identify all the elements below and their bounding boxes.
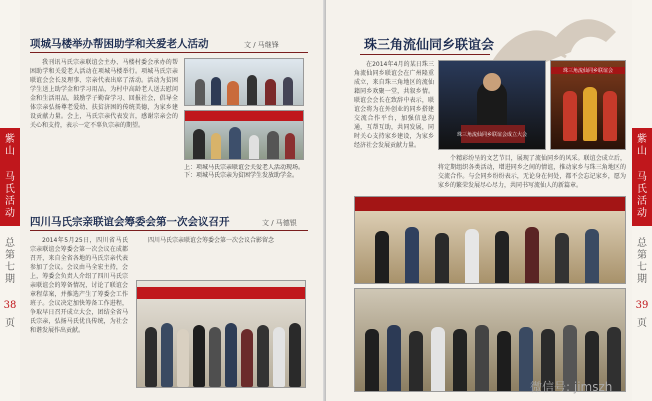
performance-photo [550,60,626,150]
right-article-body-col1-text: 在2014年4月的某日珠三角流仙同乡联谊会在广州隆重成立，来自珠三角地区的流仙籍同乡欢聚一堂，共叙乡情。联谊会会长在致辞中表示，联谊会将为在外创业的同乡搭建交流合作平台，加强信息沟通，互帮互助，共同发展，同时关心支持家乡建设，为家乡经济社会发展贡献力量。 [354,61,434,149]
speaker-photo-banner: 珠三角流仙同乡联谊会成立大会 [456,132,527,138]
banquet-photo [354,196,626,284]
issue-label-right: 总第七期 [637,238,647,285]
speaker-photo [438,60,546,150]
article1-photo-bottom [184,110,304,160]
article1-photo-top [184,58,304,106]
article1-rule [30,52,308,53]
right-article-body-col2 [438,154,626,194]
right-article-body-col1 [354,60,434,180]
page-number: 38 [3,300,17,311]
article1-body [30,58,178,208]
magazine-name: 紫山 [5,134,15,157]
right-page [326,0,652,401]
page-unit-right: 页 [637,318,647,329]
article2-body-right [136,236,306,276]
article2-body-text: 2014年5月25日，四川省马氏宗亲联谊会筹委会第一次会议在成都召开，来自全省各地的马氏宗亲代表参加了会议。会议由马全宏主持，会上，筹委会负责人介绍了四川马氏宗亲联谊会的筹备情况，讨论了联谊会章程草案，并推选产生了筹委会工作班子。会议决定加快筹备工作进程，争取早日召开成立大会，团结全省马氏宗亲，弘扬马氏优良传统，为社会和谐发展作出贡献。 [30,237,128,334]
article2-rule [30,230,308,231]
article1-body-text: 我刊讯马氏宗亲联谊会主办、马楼村委会承办的帮困助学和关爱老人活动在项城马楼举行。项城马氏宗亲联谊会会长及理事、宗亲代表出席了活动。活动为贫困学生送上助学金和学习用品，为村中高龄老人送去慰问金和生活用品，鼓励学子勤奋学习、回报社会，倡导全体宗亲弘扬尊老爱幼、扶贫济困的传统美德，为家乡建设贡献力量。会上，马氏宗亲代表发言，感谢宗亲会的关心和支持，表示一定不辜负宗亲的期望。 [30,59,178,129]
left-side-tab [0,0,20,401]
issue-label: 总第七期 [5,238,15,285]
article1-caption: 上：项城马氏宗亲联谊会关爱老人活动现场。下：项城马氏宗亲为贫困学生发放助学金。 [184,164,305,179]
article2-group-photo [136,280,306,388]
right-article-body-col2-text: 个精彩纷呈的文艺节目，展现了流仙同乡的风采。联谊会成立后，将定期组织各类活动，增进同乡之间的情谊，推动家乡与珠三角地区的交流合作。与会同乡纷纷表示，无论身在何处，都不会忘记家乡，愿为家乡的繁荣发展尽心尽力，共同书写流仙人的新篇章。 [438,155,626,189]
article1-title: 项城马楼举办帮困助学和关爱老人活动 [30,38,209,50]
page-number-right: 39 [635,300,649,311]
article2-byline: 文 / 马德银 [262,219,297,227]
right-article-rule [360,54,490,55]
wechat-watermark: 微信号: jimszh [530,380,613,394]
article2-caption: 四川马氏宗亲联谊会筹委会第一次会议合影留念 [148,237,275,244]
article2-title: 四川马氏宗亲联谊会筹委会第一次会议召开 [30,216,230,228]
group-photo [354,288,626,392]
article2-body [30,236,128,396]
section-name-right: 马氏活动 [637,172,647,219]
performance-photo-banner: 珠三角流仙同乡联谊会 [551,67,625,74]
right-article-title: 珠三角流仙同乡联谊会 [364,38,495,53]
page-unit: 页 [5,318,15,329]
right-side-tab [632,0,652,401]
magazine-name-right: 紫山 [637,134,647,157]
article1-byline: 文 / 马继锋 [244,41,279,49]
section-name: 马氏活动 [5,172,15,219]
